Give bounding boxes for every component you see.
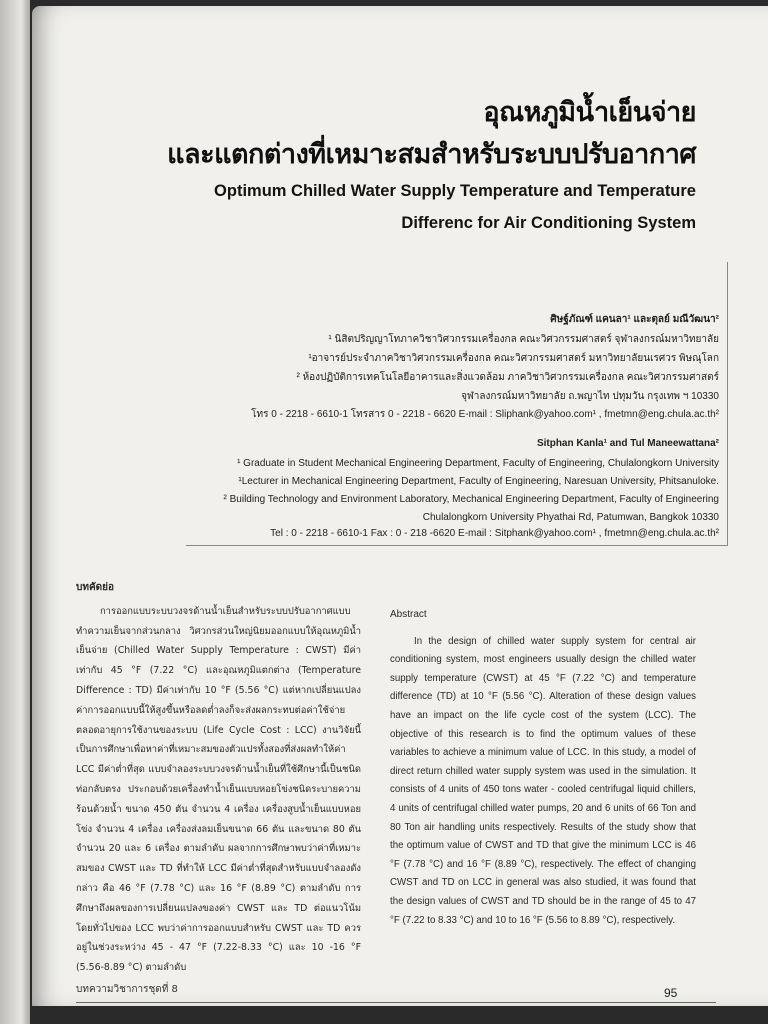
page-number: 95: [664, 986, 678, 1000]
english-author-names: Sitphan Kanla¹ and Tul Maneewattana²: [536, 438, 719, 449]
thai-affiliation-2: ¹อาจารย์ประจำภาควิชาวิศวกรรมเครื่องกล คณะวิศวกรรมศาสตร์ มหาวิทยาลัยนเรศวร พิษณุโลก: [308, 353, 719, 364]
english-abstract-column: [390, 606, 696, 930]
english-abstract-heading: Abstract: [390, 609, 427, 620]
journal-page: [32, 6, 768, 1006]
thai-abstract-body: การออกแบบระบบวงจรด้านน้ำเย็นสำหรับระบบปรับอากาศแบบทำความเย็นจากส่วนกลาง วิศวกรส่วนใหญ่นิยมออกแบบให้อุณหภูมิน้ำเย็นจ่าย (Chilled Water Supply Temperature : CWST) มีค่าเท่ากับ 45 °F (7.22 °C) และอุณหภูมิแตกต่าง (Temperature Difference : TD) มีค่าเท่ากับ 10 °F (5.56 °C) แต่หากเปลี่ยนแปลงค่าการออกแบบนี้ให้สูงขึ้นหรือลดต่ำลงก็จะส่งผลกระทบต่อค่าใช้จ่ายตลอดอายุการใช้งานของระบบ (Life Cycle Cost : LCC) งานวิจัยนี้เป็นการศึกษาเพื่อหาค่าที่เหมาะสมของตัวแปรทั้งสองที่ส่งผลทำให้ค่า LCC มีค่าต่ำที่สุด แบบจำลองระบบวงจรด้านน้ำเย็นที่ใช้ศึกษานี้เป็นชนิดท่อกลับตรง ประกอบด้วยเครื่องทำน้ำเย็นแบบหอยโข่งชนิดระบายความร้อนด้วยน้ำ ขนาด 450 ตัน จำนวน 4 เครื่อง เครื่องสูบน้ำเย็นแบบหอยโข่ง จำนวน 4 เครื่อง เครื่องส่งลมเย็นขนาด 66 ตัน และขนาด 80 ตัน จำนวน 20 และ 6 เครื่อง ตามลำดับ ผลจากการศึกษาพบว่าค่าที่เหมาะสมของ CWST และ TD ที่ทำให้ LCC มีค่าต่ำที่สุดสำหรับแบบจำลองดังกล่าว คือ 46 °F (7.78 °C) และ 16 °F (8.89 °C) ตามลำดับ การศึกษาถึงผลของการเปลี่ยนแปลงของค่า CWST และ TD ต่อแนวโน้มโดยทั่วไปของ LCC พบว่าค่าการออกแบบสำหรับ CWST และ TD ควรอยู่ในช่วงระหว่าง 45 - 47 °F (7.22-8.33 °C) และ 10 -16 °F (5.56-8.89 °C) ตามลำดับ: [76, 605, 361, 974]
english-abstract-body: In the design of chilled water supply system for central air conditioning system, most engineers usually design the chilled water supply temperature (CWST) at 45 °F (7.22 °C) and temperature difference (TD) at 10 °F (5.56 °C). Alteration of these design values have an impact on the life cycle cost of the system (LCC). The objective of this research is to find the optimum values of these variables to achieve a minimum value of LCC. In this study, a model of direct return chilled water supply system was used in the simulation. It consists of 4 units of 450 tons water - cooled centrifugal liquid chillers, 4 units of centrifugal chilled water pumps, 20 and 6 units of 66 Ton and 80 Ton air handling units respectively. Results of the study show that the optimum value of CWST and TD that give the minimum LCC is 46 °F (7.78 °C) and 16 °F (8.89 °C), respectively. The effect of changing CWST and TD on LCC in general was also studied, it was found that the design values of CWST and TD should be in the range of 45 to 47 °F (7.22 to 8.33 °C) and 10 to 16 °F (5.56 to 8.89 °C), respectively.: [390, 635, 696, 926]
english-affiliation-2: ¹Lecturer in Mechanical Engineering Department, Faculty of Engineering, Naresuan University, Phitsanuloke.: [238, 476, 719, 487]
series-footer: บทความวิชาการชุดที่ 8: [76, 984, 178, 995]
thai-contact: โทร 0 - 2218 - 6610-1 โทรสาร 0 - 2218 - 6620 E-mail : Sliphank@yahoo.com¹ , fmetmn@eng.chula.ac.th²: [251, 409, 719, 420]
english-affiliation-1: ¹ Graduate in Student Mechanical Engineering Department, Faculty of Engineering, Chulalongkorn University: [237, 458, 719, 469]
thai-affiliation-1: ¹ นิสิตปริญญาโทภาควิชาวิศวกรรมเครื่องกล คณะวิศวกรรมศาสตร์ จุฬาลงกรณ์มหาวิทยาลัย: [328, 334, 719, 345]
thai-affiliation-3: ² ห้องปฏิบัติการเทคโนโลยีอาคารและสิ่งแวดล้อม ภาควิชาวิศวกรรมเครื่องกล คณะวิศวกรรมศาสตร์: [296, 372, 719, 383]
english-address: Chulalongkorn University Phyathai Rd, Patumwan, Bangkok 10330: [422, 512, 719, 523]
footer-divider: [76, 1002, 716, 1003]
english-affiliation-3: ² Building Technology and Environment Laboratory, Mechanical Engineering Department, Faculty of Engineering: [223, 494, 719, 505]
thai-author-names: ศิษฐ์ภัณฑ์ แคนลา¹ และตุลย์ มณีวัฒนา²: [550, 314, 719, 325]
english-title-line-2: Differenc for Air Conditioning System: [401, 214, 696, 232]
book-spine-shadow: [0, 0, 30, 1024]
english-title-line-1: Optimum Chilled Water Supply Temperature and Temperature: [214, 182, 696, 200]
thai-abstract-column: [76, 578, 361, 978]
thai-title-line-2: และแตกต่างที่เหมาะสมสำหรับระบบปรับอากาศ: [167, 139, 696, 170]
english-contact: Tel : 0 - 2218 - 6610-1 Fax : 0 - 218 -6620 E-mail : Sitphank@yahoo.com¹ , fmetmn@eng.chula.ac.th²: [270, 528, 719, 539]
thai-abstract-heading: บทคัดย่อ: [76, 582, 114, 593]
thai-address: จุฬาลงกรณ์มหาวิทยาลัย ถ.พญาไท ปทุมวัน กรุงเทพ ฯ 10330: [461, 391, 719, 402]
author-block: [186, 262, 728, 546]
thai-title-line-1: อุณหภูมิน้ำเย็นจ่าย: [483, 97, 696, 128]
